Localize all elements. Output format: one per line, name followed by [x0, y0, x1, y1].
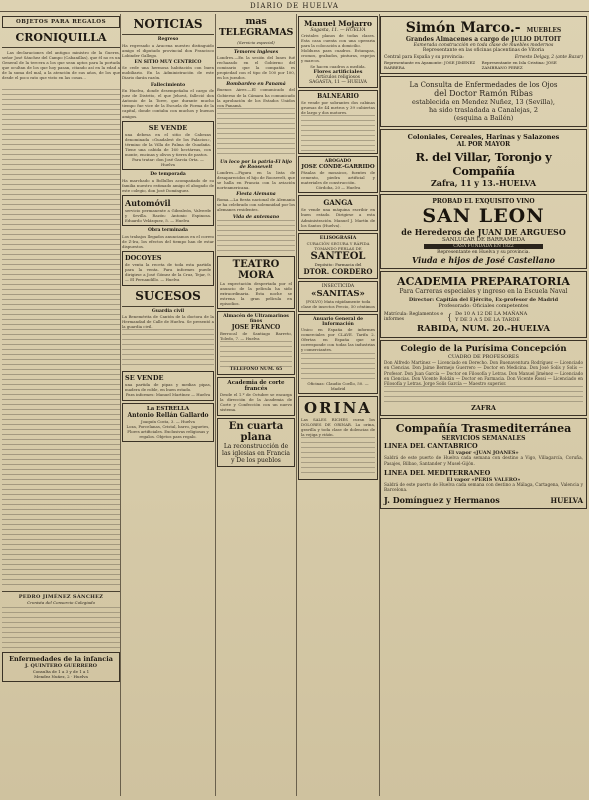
ad-body: Berrocal de Santiago Barreto, Toledo, 7. — Huelva — [220, 330, 292, 342]
ad-body: Representante en Huelva y su provincia. — [437, 250, 530, 255]
ad-automovil — [122, 195, 214, 226]
ad-contact: Para tratar: don José García Orta. — Huelva — [132, 157, 204, 168]
ad-hours — [455, 311, 527, 323]
ad-body: establecida en Mendez Nuñez, 13 (Sevilla), — [412, 98, 555, 106]
news-body: En Huelva, donde desempeñaba el cargo de juez de Distrito, el que Jehová, falleció don Antonio de la Torre, que durante mucho tiempo fue vice de la Escuela de Forma de la capital, donde contaba con muchos y buenos amigos. — [122, 88, 214, 119]
ad-title: DOCOYES — [125, 254, 162, 263]
ad-se-vende-dehesa — [122, 121, 214, 171]
tele-body: Londres.—Figura en la lista de desaparecidos el hijo de Roosevelt, que se halla en Francia con la aviación norteamericana. — [217, 169, 295, 191]
croniquilla-body — [2, 50, 120, 87]
ad-title: PROBAD EL EXQUISITO VINO — [432, 198, 535, 205]
ad-body: (POLVO) Mata rápidamente toda clase de insectos Precio, 50 céntimos — [301, 298, 375, 309]
ad-director: Director: Capitán del Ejército, Ex-profesor de Madrid — [408, 297, 559, 303]
ad-ribas-clinic — [380, 76, 587, 127]
ad-academia-corte — [217, 377, 295, 415]
ad-body: una debesa en el sitio de Cabezas denominada «Guadalest de los Palacios», término de la Villa de Palma de Guadaña. Tiene una cabida de 160 hectáreas, con monte, encinas y olivos y tierra de pastos. — [125, 131, 211, 157]
ad-body: Se vende una máquina escribir en buen estado. Dirigirse a esta Administración. Manuel J. Martín de los Santos (Huelva). — [301, 207, 375, 228]
ad-title: ORINA — [304, 398, 372, 417]
news-body: Ha marchado a Bollullos acompañado de su familia nuestro estimado amigo el abogado de este colegio, don José Domínguez. — [122, 177, 214, 193]
tele-heading: Fiesta Alemana — [236, 192, 276, 198]
ad-row — [384, 311, 583, 323]
ad-title: Simón Marco.- — [405, 20, 521, 36]
ad-owner: JOSE CONDE-GARRIDO — [301, 163, 375, 170]
ad-santeol — [298, 233, 378, 279]
ad-body: Se vende por sobrantes dos cabinas gruesas de 44 metros y 39 cubiertas de largo y dos motores. — [301, 99, 375, 115]
banner-regalos: OBJETOS PARA REGALOS — [2, 16, 120, 28]
ad-text: Ernesto Delgay, 2 (ante Bazar) — [514, 55, 583, 60]
telegramas-sub: (Servicio especial) — [237, 40, 275, 45]
ad-san-leon — [380, 194, 587, 269]
tele-heading: Vida de antemano — [232, 214, 280, 220]
ad-title: Colegio de la Purísima Concepción — [400, 344, 567, 354]
ad-phone: TELEFONO NUM. 65 — [229, 367, 283, 373]
ad-title: La ESTRELLA — [146, 405, 190, 412]
ad-infancia — [2, 652, 120, 682]
ad-body: una partida de pipas y medias pipas, madera de roble, en buen estado. — [125, 382, 211, 393]
filler-text — [2, 82, 120, 87]
ad-academia — [380, 271, 587, 338]
author-subtitle: Cronista del Consorcio Colegiado — [27, 599, 95, 605]
ad-subtitle: AL POR MAYOR — [456, 141, 511, 148]
ad-address: SAGASTA, 11 — HUELVA — [309, 79, 367, 85]
sucesos-text — [122, 329, 214, 369]
divider — [217, 47, 295, 48]
ad-body: Desde el 1.º de Octubre se encarga la dirección de la Academia de Corte y Confección con un nuevo sistema. — [220, 392, 292, 413]
ad-teatro-mora — [217, 256, 295, 309]
tele-heading: Un loco por la patria-El hijo de Roosevelt — [220, 159, 292, 170]
ad-ship: El vapor «JUAN JOANES» — [448, 450, 519, 457]
ad-body: Depósito: Farmacia del — [314, 261, 362, 267]
ad-title: SE VENDE — [125, 374, 164, 383]
ad-text: De 10 A 12 DE LA MAÑANA — [455, 311, 528, 317]
ad-anuario — [298, 314, 378, 394]
ad-abogado — [298, 156, 378, 193]
ad-title: INSECTICIDA — [321, 283, 355, 289]
ad-body: Las SALES RICHES curan los DOLORES DE ORINAR. La orina, gravilla y toda clase de dolencias de la vejiga y riñón. — [301, 416, 375, 437]
croniquilla-columns-text — [2, 89, 120, 589]
ad-sanitas — [298, 281, 378, 312]
news-heading: Fallecimiento — [150, 82, 186, 88]
ad-body: La reconstrucción de las iglesias en Francia y De los pueblos — [222, 442, 290, 464]
telegramas-title: mas TELEGRAMAS — [218, 16, 294, 38]
ad-villar-toronjo — [380, 129, 587, 192]
news-heading: Guardia civil — [151, 308, 185, 314]
column-ads-center — [298, 14, 378, 796]
ad-ganga — [298, 195, 378, 230]
ad-text: Central para España y su provincia: — [384, 55, 464, 60]
ad-subtitle: CUADRO DE PROFESORES — [448, 354, 519, 360]
column-large-ads — [380, 14, 587, 796]
ad-colegio — [380, 340, 587, 416]
ad-infancia-doctor: J. QUINTERO GUERRERO — [25, 662, 97, 669]
ad-line: LINEA DEL MEDITERRANEO — [384, 468, 491, 477]
ad-body: La expectación despertada por el anuncio de la película ha sido extraordinaria. Esta noche se estrena la gran película en episodios. — [220, 280, 292, 306]
ad-address: Joaquín Costa, 3. — Huelva — [141, 418, 195, 424]
ad-contact: Para informes: Manuel Martínez — Huelva — [125, 392, 211, 398]
ad-owner: JOSE FRANCO — [231, 323, 281, 331]
ad-brand: R. del Villar, Toronjo y Compañía — [415, 150, 552, 178]
ad-title: GANGA — [323, 198, 353, 208]
ad-agent: Viuda e hijos de José Castellano — [412, 255, 555, 265]
ad-subtitle: Para Carreras especiales y ingreso en la Escuela Naval — [399, 288, 568, 295]
tele-body: Roma.—La fiesta nacional de Alemania se ha celebrado con solemnidad por los alemanes residentes. — [217, 197, 295, 213]
ad-text — [301, 437, 375, 477]
sucesos-title: SUCESOS — [135, 288, 201, 303]
ad-text: Matrícula: Reglamentos e informes — [384, 312, 443, 322]
divider — [2, 591, 120, 592]
ad-title: SE VENDE — [148, 123, 188, 132]
ad-body: Esmerada construcción en toda clase de muebles modernos — [413, 43, 554, 48]
ad-body: (esquina a Bailén) — [453, 114, 514, 122]
news-body: Ha regresado a Aracena nuestro distinguido amigo el diputado provincial don Francisco Lobinder Gallego. — [122, 42, 214, 58]
ad-orina — [298, 396, 378, 480]
ad-text — [301, 115, 375, 151]
ad-ship: El vapor «PERIS VALERO» — [446, 476, 521, 483]
ad-address: Oficinas: Claudio Coello, 50. — Madrid — [307, 380, 369, 391]
ad-simon-marco — [380, 16, 587, 74]
ad-body: Representante en las oficinas placentinas de Vitoria — [422, 48, 545, 53]
ad-body: CURACIÓN SEGURA Y RÁPIDA TOMANDO PERLAS DE — [306, 240, 370, 251]
divider — [122, 306, 214, 307]
ad-staff: Profesorado: Oficiales competentes — [438, 303, 529, 309]
ad-title: ACADEMIA PREPARATORIA — [397, 275, 570, 288]
news-heading: EN SITIO MUY CENTRICO — [134, 59, 202, 65]
ad-subtitle: SERVICIOS SEMANALES — [441, 435, 526, 443]
ad-body: Loza, Porcelanas, Cristal, barro, juguetes, Flores artificiales. Exclusivas religiosas y regalos. Objetos para regalo. — [126, 423, 210, 439]
ad-mojarro — [298, 16, 378, 88]
divider — [2, 47, 120, 48]
ad-body: Cristales planos de todas clases. Esta casa cuenta con una operaria para la colocación a domicilio. — [301, 33, 375, 49]
ad-brand: «SANITAS» — [311, 288, 365, 299]
ad-brand: SANTEOL — [310, 250, 366, 262]
column-telegramas — [217, 14, 295, 796]
ad-row — [384, 60, 583, 70]
ad-text — [384, 386, 583, 404]
ad-text: Representante en Ayamonte: JOSE JIMENEZ BARBERA — [384, 60, 476, 70]
ad-body: Molduras para cuadros. Estampas, cromos, grabados, pinturas, espejos y marcos. — [301, 48, 375, 64]
ad-infancia-address: Mendez Nuñez, 2 · Huelva — [34, 673, 88, 679]
ad-owner: DTOR. CORDERO — [303, 266, 373, 276]
column-rule — [296, 14, 297, 796]
ad-body: de venta la receta de toda esta partida para la venta. Para informes puede dirigirse a José Gómez de la Cruz, Tejar, 9. — El Fernandillo. — Huelva — [125, 262, 211, 283]
ad-title: Almacén de Ultramarinos finos — [223, 313, 289, 324]
ad-place: HUELVA — [550, 495, 583, 505]
tele-text — [217, 108, 295, 158]
ad-maker: de Herederos de JUAN DE ARGUESO — [401, 227, 566, 237]
ad-address: Zafra, 11 y 13.-HUELVA — [430, 178, 537, 188]
divider — [122, 34, 214, 35]
ad-founded: CASA FUNDADA EN 1822 — [424, 244, 543, 249]
ad-se-vende-pipas — [122, 371, 214, 400]
ad-body: Pásalas de mosaicos, fuentes de cemento, piedra artificial y materiales de construcción. — [301, 169, 375, 186]
ad-body: Saldrá de este puerto de Huelva cada semana con destino a Málaga, Cartagena, Valencia y Barcelona. — [384, 482, 583, 493]
ad-title: BALNEARIO — [317, 92, 359, 100]
author-signature: PEDRO JIMÉNEZ SÁNCHEZ — [18, 593, 104, 600]
ad-body: Unico en España de informes comerciales por CLAVE. Tarifa 2. Ofertas en España que se corresponde con todas las industrias y comerciantes. — [301, 327, 375, 353]
news-heading: De temporada — [150, 172, 186, 178]
ad-docoyes — [122, 251, 214, 285]
column-noticias — [122, 14, 214, 796]
news-heading: Obra terminada — [148, 228, 188, 234]
ad-body: Don Alfredo Martínez — Licenciado en Derecho. Don Buenaventura Rodríguez — Licenciado en Ciencias. Don Jaime Bermejo Guerrero — Doctor en Medicina. Don José Solís y Solís — Profesor. Don Juan García — Doctor en Filosofía y Letras. Don Manuel Jiménez — Licenciado en Ciencias. Don Vicente Roldán — Doctor en Farmacia. Don Vicente Rossi — Licenciado en Filosofía y Letras. Jorge Solís García — Maestro superior. — [384, 360, 583, 387]
ad-text: Y DE 3 A 5 DE LA TARDE — [455, 317, 520, 323]
column-croniquilla — [2, 14, 120, 796]
news-body: Los trabajos llegados anunciamos en el correo de Z-Ira, los efectos del tiempo han de estar dispuestos. — [122, 233, 214, 250]
ad-body: Se hacen cuadros a medida. — [310, 63, 366, 69]
ad-title: Anuario General de Información — [312, 317, 364, 328]
ad-title: La Consulta de Enfermedades de los Ojos — [409, 81, 558, 89]
ad-body: Grandes Almacenes a cargo de JULIO DUTOIT — [405, 36, 562, 43]
ad-subtitle: MUEBLES — [526, 27, 562, 34]
ad-almacen — [217, 311, 295, 375]
ad-trasmediterranea — [380, 418, 587, 508]
ad-heading: Flores artificiales — [313, 68, 363, 75]
header-center: DIARIO DE HUELVA — [250, 1, 339, 10]
ad-balneario — [298, 90, 378, 154]
news-body: La Benemérita de Cantón de la doctora de la Hermandad de Calle de Huelva. Se presentó a la guardia civil. — [122, 314, 214, 330]
noticias-title: NOTICIAS — [133, 17, 203, 31]
ad-title: ABOGADO — [324, 158, 352, 164]
ad-owner: Antonio Rellán Gallardo — [127, 411, 209, 419]
ad-title: Compañía Trasmediterránea — [395, 422, 572, 436]
ad-la-estrella — [122, 403, 214, 442]
ad-title: Automóvil — [125, 198, 171, 209]
ad-heading: Artículos religiosos — [315, 74, 360, 80]
column-rule — [120, 14, 121, 796]
ad-row — [384, 495, 583, 505]
croniquilla-title: CRONIQUILLA — [15, 31, 107, 44]
tele-body: Londres.—En la sesión del lunes fué rechazado en el Gobierno del comisario que la compañía es propiedad con el tipo de 100 por 100, en los jurados. — [217, 55, 295, 81]
ad-title: Academia de corte francés — [227, 380, 285, 393]
ad-title: ELISOGRASIA — [319, 235, 357, 241]
ad-address: RABIDA, NUM. 20.-HUELVA — [417, 324, 550, 334]
ad-title: TEATRO MORA — [232, 258, 280, 281]
ad-doctor: del Doctor Ramón Ribas — [434, 89, 533, 98]
ad-place: ZAFRA — [471, 404, 496, 413]
ad-agent: J. Domínguez y Hermanos — [384, 494, 500, 505]
tele-heading: Bombardeo en Panamá — [226, 82, 286, 88]
ad-text: Representante en Isla Cristina: JOSE ZAMBRANO PEREZ — [481, 60, 557, 70]
news-heading: Regreso — [157, 37, 179, 42]
ad-brand: SAN LEON — [422, 205, 545, 227]
ad-place: SANLUCAR DE BARRAMEDA — [441, 237, 526, 243]
tele-heading: Temores ingleses — [233, 50, 279, 55]
ad-infancia-title: Enfermedades de la infancia — [9, 654, 113, 663]
brace-icon: { — [447, 312, 453, 322]
ad-title: Coloniales, Cereales, Harinas y Salazones — [407, 133, 560, 141]
news-body: Se cede una hermosa habitación con buen mobiliario. En la Administración de este Diario darán razón. — [122, 65, 214, 81]
ad-text — [301, 353, 375, 381]
ad-infancia-hours: Consulta de 1 a 3 y de 1 a 1 — [32, 668, 90, 674]
column-rule — [215, 14, 216, 796]
ad-title: En cuarta plana — [228, 420, 284, 443]
page-header — [0, 0, 589, 12]
ad-header — [384, 20, 583, 36]
ad-body: ha sido trasladada a Canalejas, 2 — [429, 106, 538, 114]
tele-body: Buenos Aires.—El comunicado del Gobierno de la Cámara ha comunicado la aprobación de los Estados Unidos con Panamá. — [217, 87, 295, 108]
ad-title: Manuel Mojarro — [303, 19, 373, 28]
notice-text — [2, 607, 120, 649]
ad-body: servicio permanente a Gibraleón, Valverde y Sevilla. Razón: Antonio Espinosa. Eduardo Velázquez, 5. — Huelva — [125, 208, 211, 224]
ad-body: Saldrá de este puerto de Huelva cada semana con destino a Vigo, Villagarcía, Coruña, Pasajes, Bilbao, Santander y Musel-Gijón. — [384, 456, 583, 467]
tele-text — [217, 220, 295, 254]
ad-cuarta-plana — [217, 418, 295, 467]
croniquilla-lead: Las declaraciones del antiguo ministro de la Guerra, señor José Sánchez del Campo (Cabanillas), que él no es un General de la tercera a los que sean aptos para la portada que ocultan de los que hoy pasan, citando así en la edad a de la suma del mal, a la atención de sus años, de los que desde el poco rato que visto en las cosas... — [2, 50, 120, 81]
ad-line: LINEA DEL CANTABRICO — [384, 442, 478, 451]
ad-address: Córdoba, 20 — Huelva — [315, 185, 361, 191]
ad-address: Sagasta, 11. — HUELVA — [310, 28, 366, 33]
ad-text — [220, 341, 292, 367]
